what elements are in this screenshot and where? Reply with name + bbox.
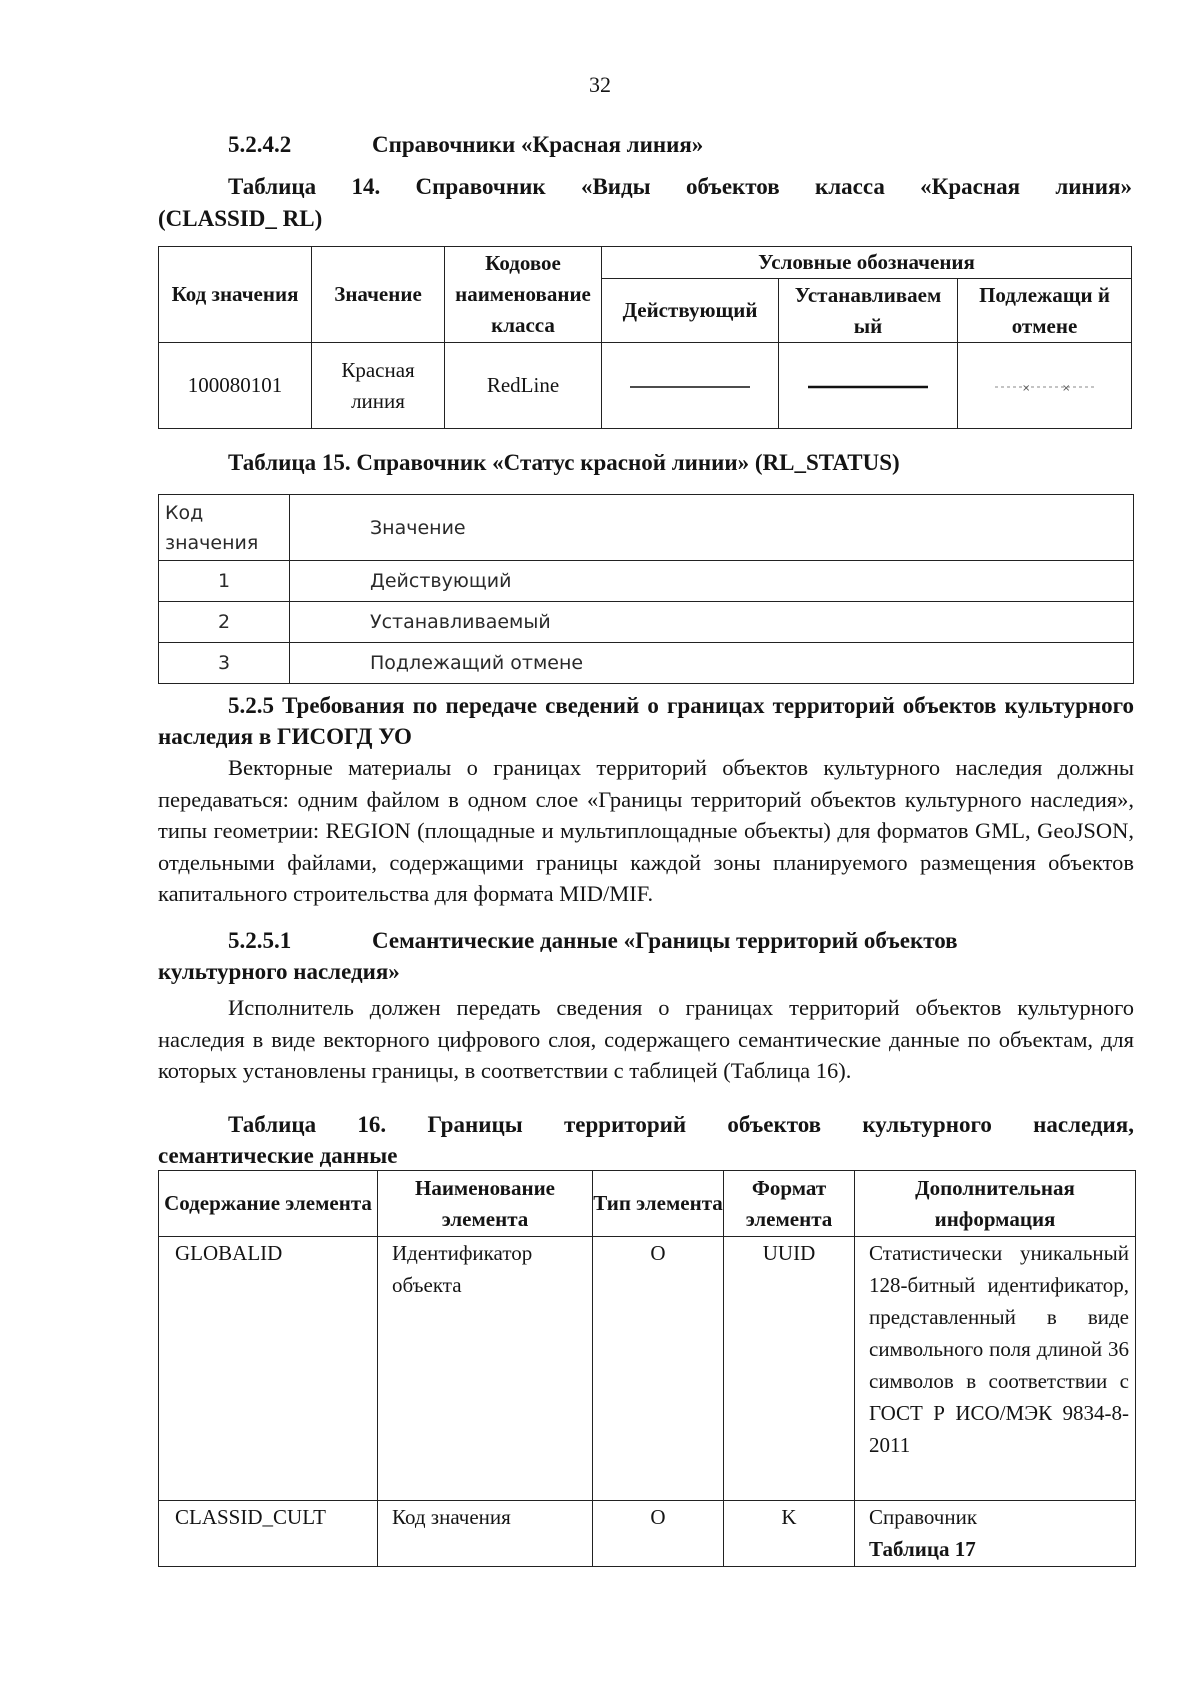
t15-row3-value: Подлежащий отмене (290, 643, 1134, 684)
t14-header-symbols: Условные обозначения (602, 247, 1132, 279)
t16-row1-content: GLOBALID (159, 1237, 378, 1501)
t16-row1-type: O (593, 1237, 724, 1501)
t14-header-class-name: Кодовое наименование класса (445, 247, 602, 343)
t14-cell-planned-symbol (779, 343, 958, 429)
table15-caption: Таблица 15. Справочник «Статус красной линии» (RL_STATUS) (228, 450, 900, 475)
section-title-5251-cont: культурного наследия» (158, 959, 400, 984)
t16-row2-format: K (724, 1501, 855, 1567)
t14-cell-code: 100080101 (159, 343, 312, 429)
t16-row2-type: O (593, 1501, 724, 1567)
t15-header-code: Код значения (159, 495, 290, 561)
table16 (158, 1170, 1136, 1567)
t14-header-planned: Устанавливаем ый (779, 279, 958, 343)
section-525-paragraph: Векторные материалы о границах территорий объектов культурного наследия должны передаваться: одним файлом в одном слое «Границы территорий объектов культурного наследия», типы геометрии: REGION (площадные и мультиплощадные объекты) для форматов GML, GeoJSON, отдельными файлами, содержащими границы каждой зоны планируемого размещения объектов капитального строительства для формата MID/MIF. (158, 755, 1134, 906)
t14-cell-cancel-symbol (958, 343, 1132, 429)
t15-row3-code: 3 (159, 643, 290, 684)
t16-header-content: Содержание элемента (159, 1171, 378, 1237)
t16-header-format: Формат элемента (724, 1171, 855, 1237)
t16-row2-info-link: Таблица 17 (869, 1537, 976, 1561)
t14-header-value: Значение (312, 247, 445, 343)
section-number-5251: 5.2.5.1 (228, 928, 292, 953)
t15-header-value: Значение (290, 495, 1134, 561)
section-title-525: 5.2.5 Требования по передаче сведений о границах территорий объектов культурного наследия в ГИСОГД УО (158, 693, 1134, 749)
t14-cell-active-symbol (602, 343, 779, 429)
t15-row1-value: Действующий (290, 561, 1134, 602)
t14-header-cancel: Подлежащи й отмене (958, 279, 1132, 343)
t14-cell-class-name: RedLine (445, 343, 602, 429)
t16-row2-name: Код значения (378, 1501, 593, 1567)
t16-row1-format: UUID (724, 1237, 855, 1501)
table16-caption: Таблица 16. Границы территорий объектов культурного наследия, (228, 1112, 1134, 1137)
section-title-5242: Справочники «Красная линия» (372, 132, 704, 157)
table15 (158, 494, 1134, 684)
solid-line-symbol (625, 382, 755, 392)
t15-row1-code: 1 (159, 561, 290, 602)
t16-header-info: Дополнительная информация (855, 1171, 1136, 1237)
page-number: 32 (589, 72, 611, 97)
t16-row2-info-text: Справочник (869, 1505, 978, 1529)
t16-row1-name: Идентификатор объекта (378, 1237, 593, 1501)
thick-line-symbol (803, 382, 933, 392)
section-title-5251: Семантические данные «Границы территорий объектов (372, 928, 958, 953)
t16-row2-content: CLASSID_CULT (159, 1501, 378, 1567)
section-number-5242: 5.2.4.2 (228, 132, 292, 157)
svg-text:×: × (1021, 383, 1030, 394)
table14-caption: Таблица 14. Справочник «Виды объектов класса «Красная линия» (228, 174, 1132, 199)
t16-row2-info (855, 1501, 1136, 1567)
table14-caption-cont: (CLASSID_ RL) (158, 206, 323, 231)
crossed-dotted-line-symbol (990, 381, 1100, 393)
table14 (158, 246, 1132, 429)
section-5251-paragraph: Исполнитель должен передать сведения о границах территорий объектов культурного наследия в виде векторного цифрового слоя, содержащего семантические данные по объектам, для которых установлены границы, в соответствии с таблицей (Таблица 16). (158, 995, 1134, 1083)
t16-header-name: Наименование элемента (378, 1171, 593, 1237)
t16-header-type: Тип элемента (593, 1171, 724, 1237)
t15-row2-code: 2 (159, 602, 290, 643)
t15-row2-value: Устанавливаемый (290, 602, 1134, 643)
t14-header-code: Код значения (159, 247, 312, 343)
svg-text:×: × (1061, 383, 1070, 394)
t14-header-active: Действующий (602, 279, 779, 343)
t16-row1-info: Статистически уникальный 128-битный идентификатор, представленный в виде символьного поля длиной 36 символов в соответствии с ГОСТ Р ИСО/МЭК 9834-8-2011 (855, 1237, 1136, 1501)
t14-cell-value: Красная линия (312, 343, 445, 429)
table16-caption-cont: семантические данные (158, 1143, 398, 1168)
